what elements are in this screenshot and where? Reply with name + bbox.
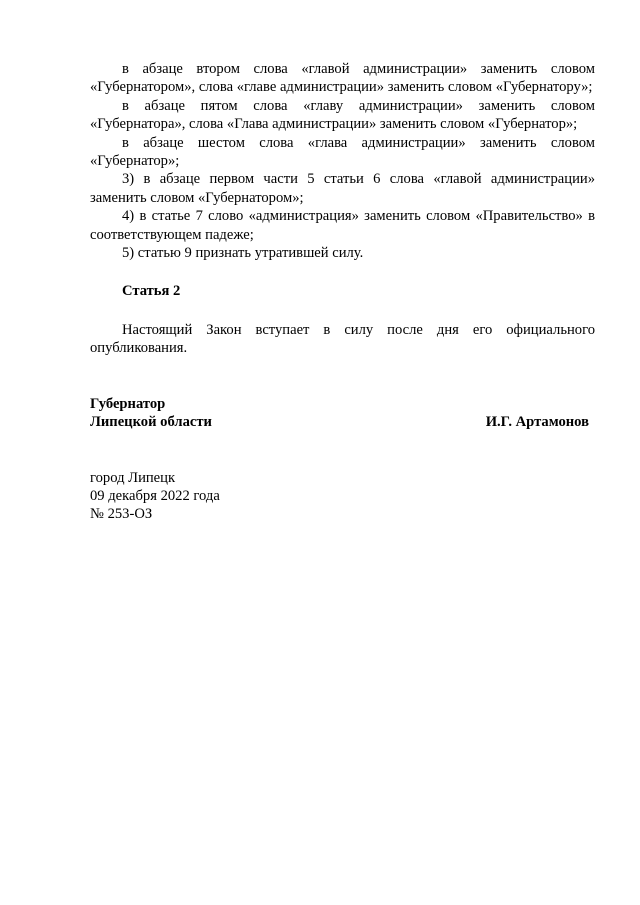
article-text: Настоящий Закон вступает в силу после дня его официального опубликования. <box>90 321 595 357</box>
document-footer <box>90 469 595 524</box>
amendment-paragraph: 3) в абзаце первом части 5 статьи 6 слова «главой администрации» заменить словом «Губернатором»; <box>90 171 595 206</box>
amendment-paragraph: в абзаце втором слова «главой администрации» заменить словом «Губернатором», слова «главе администрации» заменить словом «Губернатору»; <box>90 61 595 96</box>
amendment-paragraph: в абзаце шестом слова «глава администрации» заменить словом «Губернатор»; <box>90 134 595 170</box>
signature-row <box>90 413 595 431</box>
article-body <box>90 321 595 358</box>
signatory-region: Липецкой области <box>90 414 212 431</box>
footer-number: № 253-ОЗ <box>90 506 153 523</box>
amendment-paragraph: 4) в статье 7 слово «администрация» заменить словом «Правительство» в соответствующем падеже; <box>90 208 595 243</box>
amendment-paragraph: в абзаце пятом слова «главу администрации» заменить словом «Губернатора», слова «Глава администрации» заменить словом «Губернатор»; <box>90 97 595 133</box>
footer-city: город Липецк <box>90 469 176 486</box>
article-heading: Статья 2 <box>122 283 181 300</box>
footer-date: 09 декабря 2022 года <box>90 487 220 504</box>
amendments-list <box>90 60 595 262</box>
signatory-name: И.Г. Артамонов <box>485 414 589 431</box>
signatory-title: Губернатор <box>90 395 166 412</box>
amendment-paragraph: 5) статью 9 признать утратившей силу. <box>122 245 364 262</box>
signature-block <box>90 395 595 432</box>
document-page <box>90 60 595 524</box>
